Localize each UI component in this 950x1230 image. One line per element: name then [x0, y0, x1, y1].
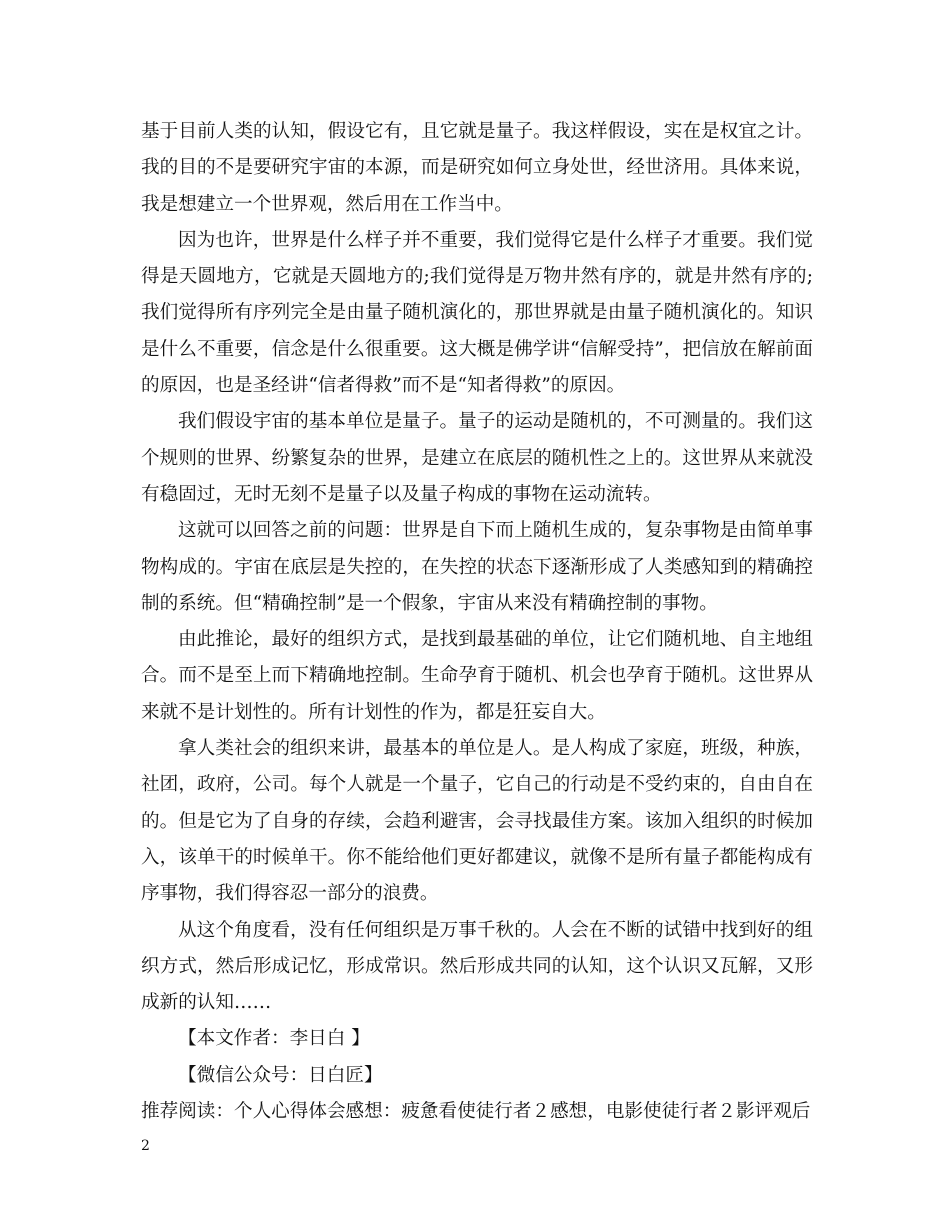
paragraph-3: 我们假设宇宙的基本单位是量子。量子的运动是随机的，不可测量的。我们这个规则的世界、纷繁复杂的世界，是建立在底层的随机性之上的。这世界从来就没有稳固过，无时无刻不是量子以及量子构成的事物在运动流转。	[141, 411, 813, 505]
page-number: 2	[141, 1138, 150, 1154]
paragraph-6: 拿人类社会的组织来讲，最基本的单位是人。是人构成了家庭，班级，种族，社团，政府，公司。每个人就是一个量子，它自己的行动是不受约束的，自由自在的。但是它为了自身的存续，会趋利避害，会寻找最佳方案。该加入组织的时候加入，该单干的时候单干。你不能给他们更好都建议，就像不是所有量子都能构成有序事物，我们得容忍一部分的浪费。	[141, 738, 813, 905]
recommended-reading: 推荐阅读：个人心得体会感想：疲惫看使徒行者２感想，电影使徒行者２影评观后	[141, 1101, 811, 1123]
paragraph-4: 这就可以回答之前的问题：世界是自下而上随机生成的，复杂事物是由简单事物构成的。宇宙在底层是失控的，在失控的状态下逐渐形成了人类感知到的精确控制的系统。但“精确控制”是一个假象，宇宙从来没有精确控制的事物。	[141, 520, 813, 614]
wechat-line: 【微信公众号：日白匠】	[178, 1064, 383, 1086]
document-body	[141, 114, 813, 1130]
paragraph-1: 基于目前人类的认知，假设它有，且它就是量子。我这样假设，实在是权宜之计。我的目的不是要研究宇宙的本源，而是研究如何立身处世，经世济用。具体来说，我是想建立一个世界观，然后用在工作当中。	[141, 121, 813, 215]
author-line: 【本文作者：李日白 】	[178, 1028, 370, 1050]
paragraph-2: 因为也许，世界是什么样子并不重要，我们觉得它是什么样子才重要。我们觉得是天圆地方，它就是天圆地方的;我们觉得是万物井然有序的，就是井然有序的;我们觉得所有序列完全是由量子随机演化的，那世界就是由量子随机演化的。知识是什么不重要，信念是什么很重要。这大概是佛学讲“信解受持”，把信放在解前面的原因，也是圣经讲“信者得救”而不是“知者得救”的原因。	[141, 229, 813, 397]
paragraph-7: 从这个角度看，没有任何组织是万事千秋的。人会在不断的试错中找到好的组织方式，然后形成记忆，形成常识。然后形成共同的认知，这个认识又瓦解，又形成新的认知……	[141, 919, 813, 1014]
paragraph-5: 由此推论，最好的组织方式，是找到最基础的单位，让它们随机地、自主地组合。而不是至上而下精确地控制。生命孕育于随机、机会也孕育于随机。这世界从来就不是计划性的。所有计划性的作为，都是狂妄自大。	[141, 629, 813, 723]
